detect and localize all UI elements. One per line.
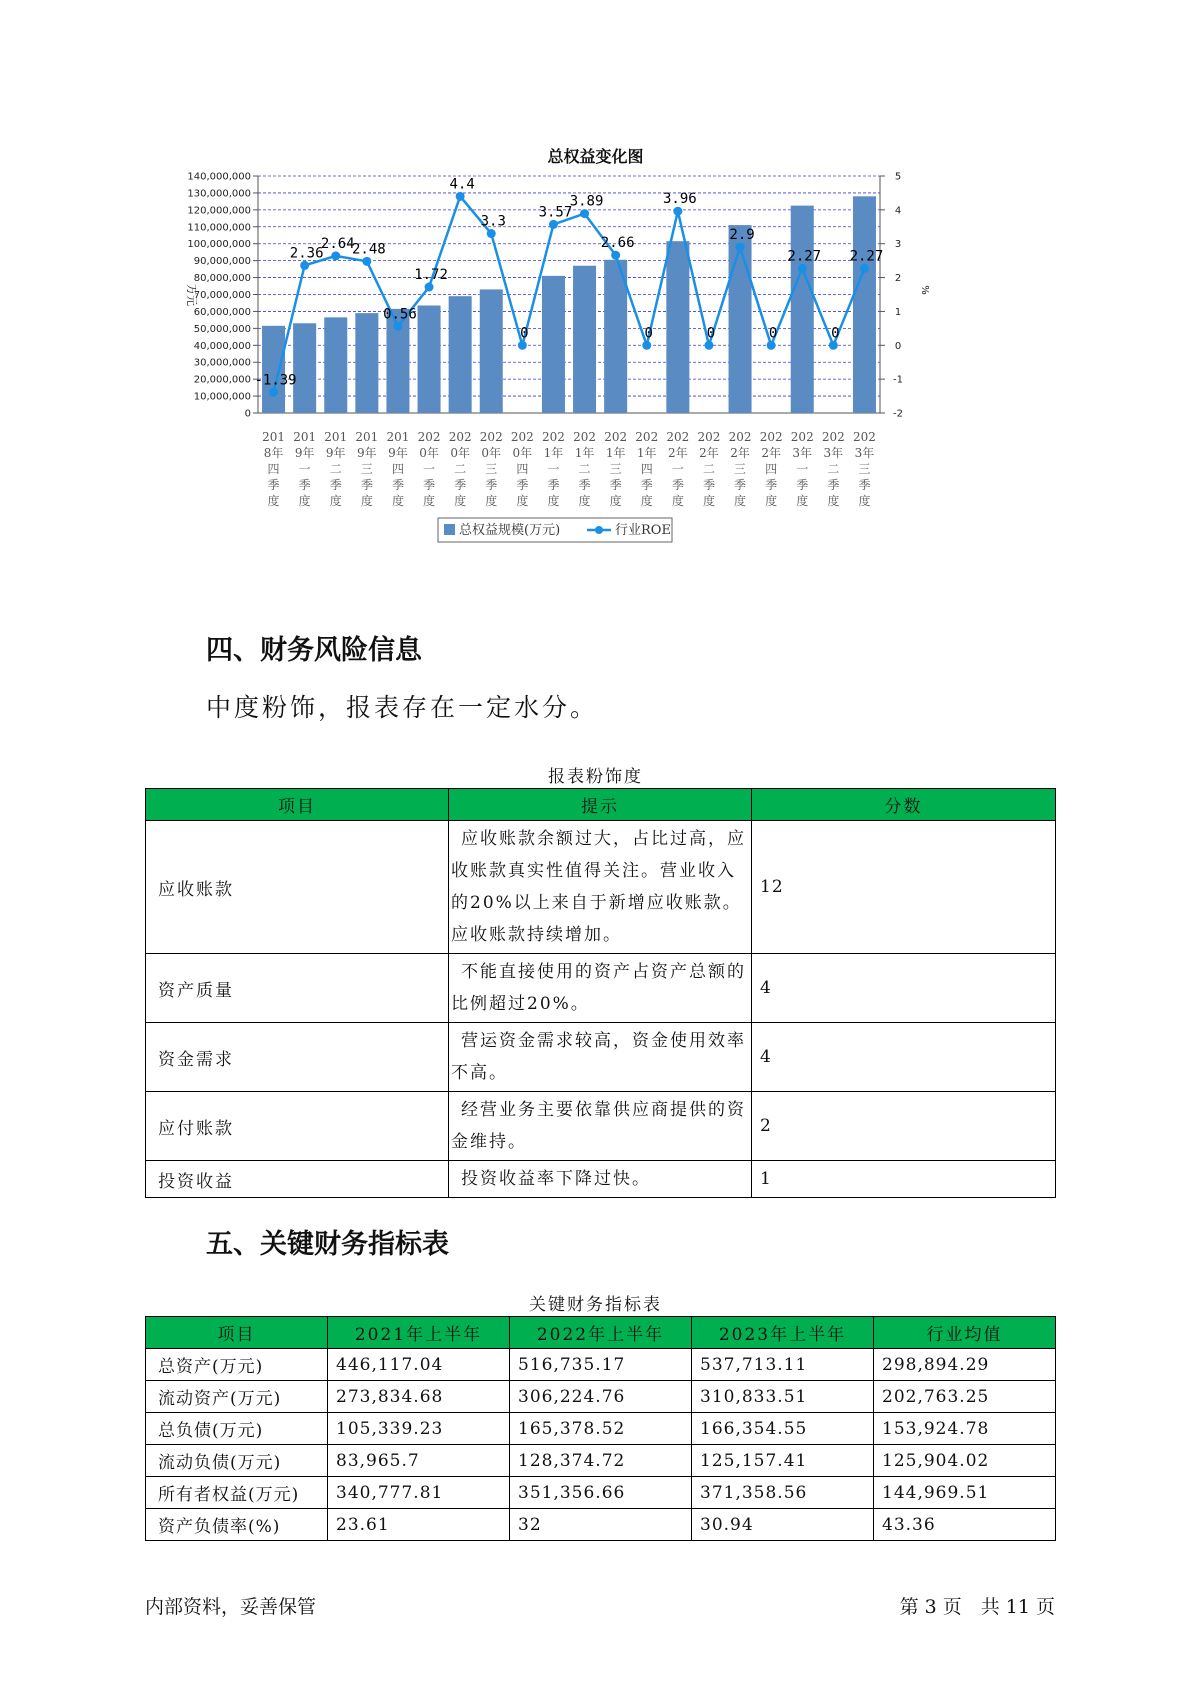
roe-point (829, 341, 838, 350)
x-tick-label: 202 (479, 430, 503, 444)
x-tick-label: 度 (516, 494, 529, 508)
equity-bar (853, 196, 876, 413)
x-tick-label: 三 (734, 462, 747, 476)
x-tick-label: 季 (360, 478, 373, 492)
x-tick-label: 202 (448, 430, 472, 444)
risk-hint: 应收账款余额过大，占比过高，应收账款真实性值得关注。营业收入的20%以上来自于新增应收账款。应收账款持续增加。 (449, 821, 752, 954)
x-tick-label: 季 (734, 478, 747, 492)
x-tick-label: 季 (454, 478, 467, 492)
roe-point (393, 322, 402, 331)
footer-page-number: 第 3 页 共 11 页 (899, 1596, 1055, 1618)
x-tick-label: 季 (423, 478, 436, 492)
roe-point (362, 257, 371, 266)
y2-axis-label: % (919, 285, 930, 295)
risk-table-caption: 报表粉饰度 (548, 767, 643, 787)
x-tick-label: 8年 (263, 446, 284, 460)
x-tick-label: 一 (796, 462, 809, 476)
x-tick-label: 度 (702, 494, 715, 508)
roe-data-label: -1.39 (254, 372, 297, 389)
x-tick-label: 季 (858, 478, 871, 492)
kpi-2021h1: 105,339.23 (328, 1413, 510, 1445)
x-tick-label: 二 (827, 462, 840, 476)
x-tick-label: 度 (609, 494, 622, 508)
x-tick-label: 度 (858, 494, 871, 508)
roe-point (487, 229, 496, 238)
kpi-item: 所有者权益(万元) (146, 1477, 328, 1509)
risk-hint: 经营业务主要依靠供应商提供的资金维持。 (449, 1092, 752, 1161)
table-row (146, 1509, 1056, 1541)
kpi-2023h1: 537,713.11 (692, 1349, 874, 1381)
kpi-2022h1: 351,356.66 (510, 1477, 692, 1509)
y-tick-label: 50,000,000 (193, 323, 251, 335)
risk-score: 1 (752, 1161, 1056, 1198)
y-tick-label: 40,000,000 (193, 340, 251, 352)
x-tick-label: 二 (702, 462, 715, 476)
x-tick-label: 季 (827, 478, 840, 492)
kpi-2023h1: 371,358.56 (692, 1477, 874, 1509)
x-tick-label: 2年 (761, 446, 781, 460)
kpi-industry-avg: 144,969.51 (874, 1477, 1056, 1509)
kpi-2023h1: 125,157.41 (692, 1445, 874, 1477)
x-tick-label: 0年 (481, 446, 502, 460)
kpi-industry-avg: 125,904.02 (874, 1445, 1056, 1477)
y2-tick-label: 3 (894, 239, 902, 251)
y2-tick-label: -1 (893, 374, 903, 386)
x-tick-label: 201 (293, 430, 317, 444)
x-tick-label: 度 (329, 494, 342, 508)
roe-point (642, 341, 651, 350)
x-tick-label: 9年 (325, 446, 346, 460)
x-tick-label: 三 (858, 462, 871, 476)
table-row (146, 954, 1056, 1023)
x-tick-label: 202 (510, 430, 534, 444)
section4-heading: 四、财务风险信息 (206, 635, 422, 666)
risk-item: 资金需求 (146, 1023, 449, 1092)
x-tick-label: 202 (604, 430, 628, 444)
x-tick-label: 季 (609, 478, 622, 492)
risk-score: 4 (752, 954, 1056, 1023)
header-item: 项目 (146, 789, 449, 821)
x-tick-label: 度 (734, 494, 747, 508)
table-row (146, 1445, 1056, 1477)
risk-hint: 不能直接使用的资产占资产总额的比例超过20%。 (449, 954, 752, 1023)
x-tick-label: 一 (298, 462, 311, 476)
y-tick-label: 60,000,000 (193, 306, 251, 318)
x-tick-label: 9年 (388, 446, 408, 460)
x-tick-label: 202 (573, 430, 597, 444)
x-tick-label: 季 (671, 478, 684, 492)
equity-bar (293, 323, 316, 413)
equity-bar (729, 225, 755, 413)
header-hint: 提示 (449, 789, 752, 821)
x-tick-label: 四 (640, 462, 653, 476)
y-tick-label: 30,000,000 (193, 357, 251, 369)
x-tick-label: 四 (765, 462, 778, 476)
x-tick-label: 度 (827, 494, 840, 508)
x-tick-label: 1年 (605, 446, 626, 460)
x-tick-label: 3年 (854, 446, 875, 460)
y2-tick-label: -2 (893, 408, 903, 420)
roe-data-label: 0 (520, 325, 529, 342)
risk-hint: 投资收益率下降过快。 (449, 1161, 752, 1198)
roe-data-label: 0 (706, 325, 716, 342)
table-row (146, 1413, 1056, 1445)
roe-point (611, 251, 620, 260)
x-tick-label: 度 (267, 494, 280, 508)
roe-data-label: 3.96 (662, 191, 697, 208)
kpi-table (145, 1316, 1056, 1541)
x-tick-label: 度 (423, 494, 436, 508)
kpi-industry-avg: 202,763.25 (874, 1381, 1056, 1413)
x-tick-label: 201 (386, 430, 410, 444)
y-axis-label: 万元 (185, 284, 198, 306)
equity-bar (418, 306, 441, 413)
x-tick-label: 季 (267, 478, 280, 492)
equity-bar (666, 241, 689, 413)
x-tick-label: 三 (360, 462, 373, 476)
roe-point (860, 264, 869, 273)
roe-point (518, 341, 527, 350)
table-row (146, 1023, 1056, 1092)
kpi-2022h1: 32 (510, 1509, 692, 1541)
roe-data-label: 0 (831, 325, 840, 342)
x-tick-label: 202 (666, 430, 690, 444)
kpi-2022h1: 516,735.17 (510, 1349, 692, 1381)
x-tick-label: 季 (702, 478, 715, 492)
table-row (146, 1381, 1056, 1413)
equity-chart (170, 172, 970, 552)
roe-data-label: 2.48 (351, 241, 386, 258)
kpi-2023h1: 310,833.51 (692, 1381, 874, 1413)
roe-data-label: 1.72 (414, 267, 448, 284)
y-tick-label: 130,000,000 (187, 188, 251, 200)
x-tick-label: 度 (454, 494, 467, 508)
x-tick-label: 三 (485, 462, 498, 476)
y-tick-label: 90,000,000 (193, 256, 251, 268)
header-score: 分数 (752, 789, 1056, 821)
x-tick-label: 202 (635, 430, 659, 444)
x-tick-label: 季 (578, 478, 591, 492)
roe-point (673, 207, 682, 216)
equity-bar (480, 289, 503, 413)
roe-point (331, 251, 340, 260)
equity-bar (449, 296, 472, 413)
risk-hint: 营运资金需求较高，资金使用效率不高。 (449, 1023, 752, 1092)
kpi-2021h1: 23.61 (328, 1509, 510, 1541)
x-tick-label: 一 (547, 462, 560, 476)
x-tick-label: 201 (355, 430, 379, 444)
kpi-industry-avg: 298,894.29 (874, 1349, 1056, 1381)
x-tick-label: 四 (267, 462, 280, 476)
equity-bar (355, 313, 378, 413)
risk-table (145, 788, 1056, 1198)
roe-data-label: 2.36 (289, 245, 324, 262)
x-tick-label: 一 (423, 462, 436, 476)
kpi-industry-avg: 43.36 (874, 1509, 1056, 1541)
x-tick-label: 四 (516, 462, 529, 476)
roe-point (704, 341, 713, 350)
kpi-2021h1: 273,834.68 (328, 1381, 510, 1413)
roe-point (798, 264, 807, 273)
x-tick-label: 202 (417, 430, 441, 444)
x-tick-label: 季 (516, 478, 529, 492)
risk-item: 投资收益 (146, 1161, 449, 1198)
footer-confidential: 内部资料，妥善保管 (145, 1596, 317, 1618)
kpi-2023h1: 30.94 (692, 1509, 874, 1541)
roe-data-label: 0.56 (383, 306, 417, 323)
x-tick-label: 季 (640, 478, 653, 492)
equity-bar (262, 326, 285, 413)
equity-bar (542, 276, 565, 413)
kpi-item: 总负债(万元) (146, 1413, 328, 1445)
x-tick-label: 二 (329, 462, 342, 476)
x-tick-label: 3年 (792, 446, 813, 460)
header-2022h1: 2022年上半年 (510, 1317, 692, 1349)
roe-data-label: 2.27 (849, 248, 884, 265)
table-row (146, 1092, 1056, 1161)
equity-bar (573, 266, 596, 413)
x-tick-label: 1年 (636, 446, 657, 460)
table-row (146, 1161, 1056, 1198)
kpi-2022h1: 165,378.52 (510, 1413, 692, 1445)
y2-tick-label: 4 (894, 205, 902, 217)
y-tick-label: 0 (244, 408, 251, 420)
x-tick-label: 202 (790, 430, 814, 444)
x-tick-label: 季 (298, 478, 311, 492)
y-tick-label: 140,000,000 (187, 172, 251, 183)
roe-data-label: 4.4 (449, 176, 475, 193)
x-tick-label: 季 (485, 478, 498, 492)
y2-tick-label: 5 (894, 172, 902, 183)
roe-data-label: 2.64 (320, 235, 355, 252)
x-tick-label: 1年 (543, 446, 564, 460)
legend-bar-label: 总权益规模(万元) (459, 523, 561, 538)
x-tick-label: 2年 (730, 446, 750, 460)
kpi-table-header (146, 1317, 1056, 1349)
y-tick-label: 20,000,000 (193, 374, 251, 386)
x-tick-label: 1年 (574, 446, 595, 460)
kpi-2023h1: 166,354.55 (692, 1413, 874, 1445)
kpi-2022h1: 306,224.76 (510, 1381, 692, 1413)
kpi-item: 流动负债(万元) (146, 1445, 328, 1477)
x-tick-label: 9年 (294, 446, 315, 460)
x-tick-label: 0年 (450, 446, 470, 460)
x-tick-label: 202 (821, 430, 845, 444)
kpi-item: 总资产(万元) (146, 1349, 328, 1381)
x-tick-label: 度 (640, 494, 653, 508)
x-tick-label: 季 (796, 478, 809, 492)
kpi-item: 资产负债率(%) (146, 1509, 328, 1541)
roe-point (300, 261, 309, 270)
y-tick-label: 120,000,000 (187, 205, 251, 217)
risk-item: 应收账款 (146, 821, 449, 954)
y-tick-label: 110,000,000 (187, 222, 251, 234)
y-tick-label: 80,000,000 (193, 273, 251, 285)
x-tick-label: 2年 (699, 446, 719, 460)
x-tick-label: 202 (852, 430, 876, 444)
y2-tick-label: 0 (894, 340, 902, 352)
roe-point (580, 209, 589, 218)
x-tick-label: 度 (765, 494, 778, 508)
y-tick-label: 10,000,000 (193, 391, 251, 403)
kpi-2021h1: 83,965.7 (328, 1445, 510, 1477)
x-tick-label: 202 (759, 430, 783, 444)
risk-score: 2 (752, 1092, 1056, 1161)
x-tick-label: 度 (671, 494, 684, 508)
equity-bar (324, 317, 347, 413)
table-row (146, 1349, 1056, 1381)
x-tick-label: 度 (796, 494, 809, 508)
risk-item: 资产质量 (146, 954, 449, 1023)
x-tick-label: 季 (765, 478, 778, 492)
roe-data-label: 3.57 (538, 204, 573, 221)
x-tick-label: 0年 (512, 446, 533, 460)
table-row (146, 1477, 1056, 1509)
x-tick-label: 9年 (357, 446, 377, 460)
x-tick-label: 度 (391, 494, 404, 508)
kpi-table-caption: 关键财务指标表 (529, 1295, 662, 1315)
legend-line-label: 行业ROE (615, 523, 671, 538)
y2-tick-label: 2 (894, 273, 902, 285)
header-2021h1: 2021年上半年 (328, 1317, 510, 1349)
table-row (146, 821, 1056, 954)
equity-bar (791, 206, 814, 413)
x-tick-label: 四 (391, 462, 404, 476)
roe-point (549, 220, 558, 229)
header-industry-avg: 行业均值 (874, 1317, 1056, 1349)
y-tick-label: 70,000,000 (193, 290, 251, 301)
roe-data-label: 2.9 (729, 227, 755, 244)
x-tick-label: 度 (485, 494, 498, 508)
roe-data-label: 3.89 (569, 193, 604, 210)
roe-data-label: 0 (768, 325, 778, 342)
risk-score: 4 (752, 1023, 1056, 1092)
roe-point (456, 192, 465, 201)
x-tick-label: 201 (324, 430, 348, 444)
x-tick-label: 202 (541, 430, 565, 444)
roe-point (767, 341, 776, 350)
x-tick-label: 一 (671, 462, 684, 476)
roe-point (425, 283, 434, 292)
header-2023h1: 2023年上半年 (692, 1317, 874, 1349)
roe-data-label: 3.3 (480, 213, 506, 230)
x-tick-label: 度 (298, 494, 311, 508)
x-tick-label: 三 (609, 462, 622, 476)
equity-bar (604, 260, 627, 413)
kpi-industry-avg: 153,924.78 (874, 1413, 1056, 1445)
x-tick-label: 二 (578, 462, 591, 476)
roe-data-label: 0 (644, 325, 653, 342)
x-tick-label: 度 (360, 494, 373, 508)
x-tick-label: 202 (728, 430, 752, 444)
x-tick-label: 3年 (823, 446, 844, 460)
x-tick-label: 季 (547, 478, 560, 492)
legend-line-marker (595, 526, 603, 534)
x-tick-label: 201 (262, 430, 286, 444)
section4-summary: 中度粉饰，报表存在一定水分。 (206, 693, 599, 722)
risk-table-header (146, 789, 1056, 821)
roe-point (736, 243, 745, 252)
x-tick-label: 二 (454, 462, 467, 476)
x-tick-label: 2年 (668, 446, 688, 460)
legend-bar-swatch (444, 524, 455, 535)
x-tick-label: 季 (329, 478, 342, 492)
x-tick-label: 202 (697, 430, 721, 444)
kpi-2021h1: 446,117.04 (328, 1349, 510, 1381)
y2-tick-label: 1 (894, 306, 902, 318)
section5-heading: 五、关键财务指标表 (206, 1229, 449, 1260)
kpi-item: 流动资产(万元) (146, 1381, 328, 1413)
roe-point (269, 388, 278, 397)
x-tick-label: 0年 (419, 446, 439, 460)
risk-score: 12 (752, 821, 1056, 954)
kpi-2021h1: 340,777.81 (328, 1477, 510, 1509)
x-tick-label: 度 (547, 494, 560, 508)
x-tick-label: 季 (391, 478, 404, 492)
roe-data-label: 2.66 (600, 235, 635, 252)
header-item: 项目 (146, 1317, 328, 1349)
y-tick-label: 100,000,000 (187, 239, 251, 251)
x-tick-label: 度 (578, 494, 591, 508)
chart-title: 总权益变化图 (547, 147, 644, 166)
risk-item: 应付账款 (146, 1092, 449, 1161)
kpi-2022h1: 128,374.72 (510, 1445, 692, 1477)
roe-data-label: 2.27 (787, 248, 822, 265)
